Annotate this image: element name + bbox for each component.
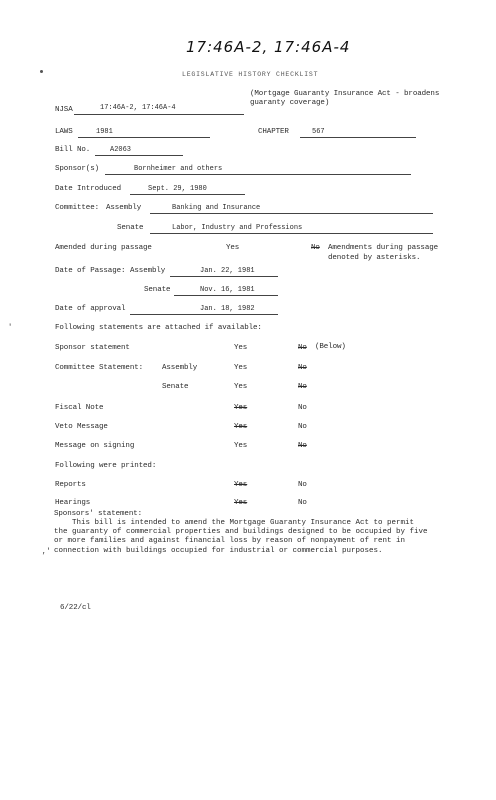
committee-assembly-label: Assembly [106,204,142,212]
date-approval-value: Jan. 18, 1982 [200,305,255,313]
bill-label: Bill No. [55,146,91,154]
passage-senate-label: Senate [144,286,171,294]
following-printed-label: Following were printed: [55,462,157,470]
hearings-yes: Yes [234,499,248,507]
reports-label: Reports [55,481,86,489]
bill-value: A2063 [110,146,132,154]
njsa-value: 17:46A-2, 17:46A-4 [100,104,176,112]
committee-assembly-no: No [298,364,307,372]
reports-no: No [298,481,307,489]
passage-assembly-label: Assembly [130,267,166,275]
laws-value: 1981 [96,128,113,136]
assembly-committee-value: Banking and Insurance [172,204,261,212]
sponsor-value: Bornheimer and others [134,165,223,173]
date-passage-label: Date of Passage: [55,267,126,275]
committee-statement-senate-label: Senate [162,383,189,391]
message-signing-yes: Yes [234,442,248,450]
amended-no: No [311,244,320,252]
sponsors-statement-body: This bill is intended to amend the Mortgage Guaranty Insurance Act to permit the guaranty of commercial properties and buildings designed to be occupied by five or more families and against financial loss by reason of nonpayment of rent in connection with buildings occupied for industrial or commercial purposes. [54,519,428,555]
message-signing-label: Message on signing [55,442,135,450]
passage-assembly-value: Jan. 22, 1981 [200,267,255,275]
form-title: LEGISLATIVE HISTORY CHECKLIST [182,71,319,78]
committee-statement-assembly-label: Assembly [162,364,198,372]
sponsor-label: Sponsor(s) [55,165,100,173]
date-introduced-label: Date Introduced [55,185,122,193]
passage-senate-value: Nov. 16, 1981 [200,286,255,294]
margin-mark: ' [8,324,13,332]
amended-yes: Yes [226,244,240,252]
sponsor-statement-label: Sponsor statement [55,344,130,352]
handwritten-title: 17:46A-2, 17:46A-4 [186,38,351,56]
punch-mark [40,70,43,73]
hearings-no: No [298,499,307,507]
committee-assembly-yes: Yes [234,364,248,372]
senate-committee-value: Labor, Industry and Professions [172,224,303,232]
fiscal-note-no: No [298,404,307,412]
sponsors-statement-heading: Sponsors' statement: [54,510,143,518]
reports-yes: Yes [234,481,248,489]
veto-message-yes: Yes [234,423,248,431]
committee-senate-yes: Yes [234,383,248,391]
date-approval-label: Date of approval [55,305,126,313]
act-description: (Mortgage Guaranty Insurance Act - broadens guaranty coverage) [250,90,440,107]
committee-senate-label: Senate [117,224,144,232]
sponsor-statement-note: (Below) [315,343,346,351]
committee-senate-no: No [298,383,307,391]
njsa-label: NJSA [55,106,73,114]
fiscal-note-yes: Yes [234,404,248,412]
committee-label: Committee: [55,204,100,212]
following-attached-label: Following statements are attached if available: [55,324,262,332]
committee-statement-label: Committee Statement: [55,364,144,372]
laws-label: LAWS [55,128,73,136]
amended-note: Amendments during passage denoted by asterisks. [328,244,439,262]
hearings-label: Hearings [55,499,91,507]
message-signing-no: No [298,442,307,450]
chapter-value: 567 [312,128,325,136]
amended-label: Amended during passage [55,244,152,252]
sponsor-statement-yes: Yes [234,344,248,352]
footer-code: 6/22/cl [60,604,91,612]
fiscal-note-label: Fiscal Note [55,404,104,412]
veto-message-no: No [298,423,307,431]
bill-line [95,145,183,156]
sponsor-statement-no: No [298,344,307,352]
chapter-label: CHAPTER [258,128,289,136]
margin-mark-2: ,' [42,548,51,556]
veto-message-label: Veto Message [55,423,108,431]
date-introduced-value: Sept. 29, 1980 [148,185,207,193]
